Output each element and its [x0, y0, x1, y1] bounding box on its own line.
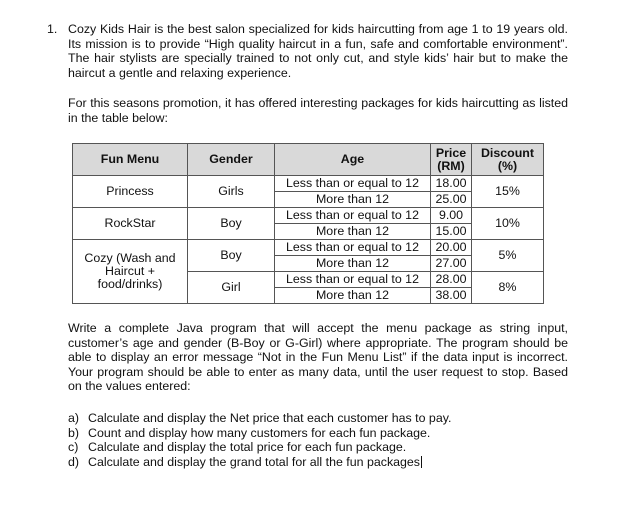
menu-cozy-line1: Cozy (Wash and	[84, 251, 176, 265]
discount-cell: 15%	[472, 176, 544, 208]
menu-cell	[73, 240, 188, 304]
age-cell: Less than or equal to 12	[275, 272, 431, 288]
menu-cell: Princess	[73, 176, 188, 208]
fun-menu-table	[72, 143, 544, 304]
menu-cozy-line3: food/drinks)	[97, 277, 163, 291]
price-cell: 25.00	[431, 192, 472, 208]
task-label: b)	[68, 425, 80, 440]
intro-paragraph: Cozy Kids Hair is the best salon specialized for kids haircutting from age 1 to 19 years old. Its mission is to provide “High quality haircut in a fun, safe and comfortable environment”. The hair stylists are specially trained to not only cut, and style kids’ hair but to make the haircut a gentle and relaxing experience.	[68, 22, 568, 80]
age-cell: More than 12	[275, 288, 431, 304]
gender-cell: Girl	[188, 272, 275, 304]
age-cell: More than 12	[275, 256, 431, 272]
task-list	[68, 411, 451, 469]
age-cell: More than 12	[275, 192, 431, 208]
gender-cell: Boy	[188, 208, 275, 240]
header-discount	[472, 144, 544, 176]
task-label: c)	[68, 440, 79, 455]
header-age: Age	[275, 144, 431, 176]
task-label: a)	[68, 411, 80, 425]
task-text: Count and display how many customers for each fun package.	[88, 425, 431, 440]
table-row	[73, 176, 544, 192]
question-number: 1.	[47, 22, 58, 36]
table-row	[73, 208, 544, 224]
menu-cozy-line2: Haircut +	[105, 264, 155, 278]
task-label: d)	[68, 454, 80, 469]
price-cell: 28.00	[431, 272, 472, 288]
list-item	[68, 455, 451, 470]
age-cell: Less than or equal to 12	[275, 208, 431, 224]
price-cell: 15.00	[431, 224, 472, 240]
header-price-line1: Price	[435, 145, 467, 160]
price-cell: 38.00	[431, 288, 472, 304]
task-text: Calculate and display the grand total for all the fun packages	[88, 454, 421, 469]
header-price	[431, 144, 472, 176]
list-item	[68, 426, 451, 441]
price-cell: 18.00	[431, 176, 472, 192]
price-cell: 9.00	[431, 208, 472, 224]
price-cell: 20.00	[431, 240, 472, 256]
discount-cell: 10%	[472, 208, 544, 240]
promotion-paragraph: For this seasons promotion, it has offered interesting packages for kids haircutting as listed in the table below:	[68, 96, 568, 125]
gender-cell: Boy	[188, 240, 275, 272]
gender-cell: Girls	[188, 176, 275, 208]
header-discount-line1: Discount	[480, 145, 534, 160]
age-cell: Less than or equal to 12	[275, 240, 431, 256]
task-text: Calculate and display the Net price that each customer has to pay.	[88, 411, 452, 425]
table-row	[73, 240, 544, 256]
header-fun-menu: Fun Menu	[73, 144, 188, 176]
header-price-line2: (RM)	[437, 158, 465, 173]
list-item	[68, 411, 451, 426]
header-discount-line2: (%)	[497, 158, 518, 173]
task-text: Calculate and display the total price for each fun package.	[88, 440, 407, 455]
discount-cell: 8%	[472, 272, 544, 304]
price-cell: 27.00	[431, 256, 472, 272]
instructions-paragraph: Write a complete Java program that will accept the menu package as string input, customer’s age and gender (B-Boy or G-Girl) where appropriate. The program should be able to display an error message “Not in the Fun Menu List” if the data input is incorrect. Your program should be able to enter as many data, until the user request to stop. Based on the values entered:	[68, 321, 568, 394]
age-cell: Less than or equal to 12	[275, 176, 431, 192]
age-cell: More than 12	[275, 224, 431, 240]
list-item	[68, 440, 451, 455]
discount-cell: 5%	[472, 240, 544, 272]
text-cursor	[421, 456, 422, 468]
header-gender: Gender	[188, 144, 275, 176]
table-header-row	[73, 144, 544, 176]
menu-cell: RockStar	[73, 208, 188, 240]
